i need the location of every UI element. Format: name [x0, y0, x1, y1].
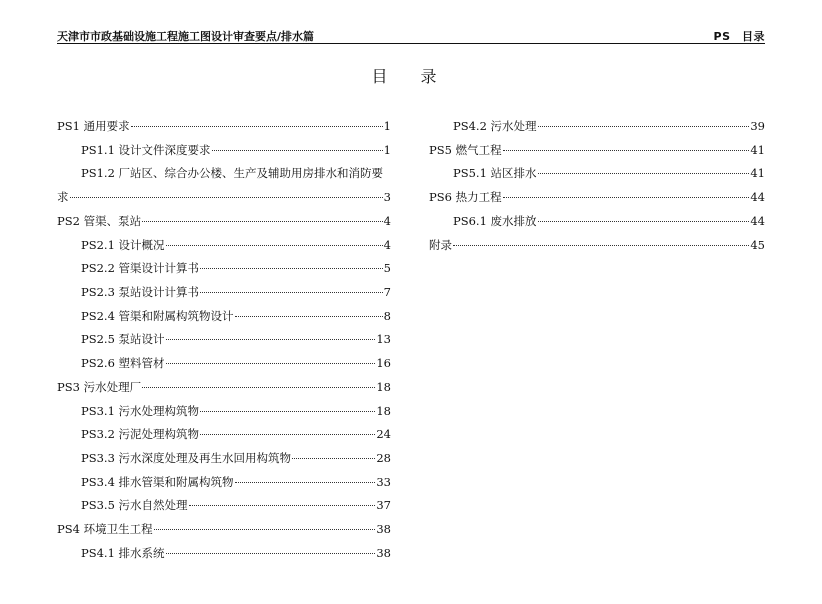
toc-entry[interactable]: PS4.1 排水系统 38	[81, 546, 391, 560]
toc-entry[interactable]: PS1.1 设计文件深度要求 1	[81, 143, 391, 157]
toc-leader-dots	[166, 244, 383, 246]
toc-entry[interactable]: PS2 管渠、泵站 4	[57, 214, 391, 228]
toc-leader-dots	[538, 172, 750, 174]
toc-entry[interactable]: PS4.2 污水处理 39	[453, 119, 765, 133]
toc-entry[interactable]: PS3.2 污泥处理构筑物 24	[81, 427, 391, 441]
toc-page-number: 33	[376, 475, 391, 489]
toc-leader-dots	[212, 149, 383, 151]
toc-page-number: 41	[750, 143, 765, 157]
header-document-title: 天津市市政基础设施工程施工图设计审查要点/排水篇	[57, 30, 315, 43]
toc-page-number: 37	[376, 498, 391, 512]
toc-page-number: 8	[383, 309, 391, 323]
toc-leader-dots	[538, 220, 750, 222]
toc-entry[interactable]: PS2.4 管渠和附属构筑物设计 8	[81, 309, 391, 323]
toc-page-number: 1	[383, 119, 391, 133]
toc-page-number: 16	[376, 356, 391, 370]
running-header	[57, 27, 765, 44]
toc-entry[interactable]: PS2.1 设计概况 4	[81, 238, 391, 252]
page-title: 目 录	[371, 67, 451, 86]
toc-page-number: 44	[750, 214, 765, 228]
toc-leader-dots	[166, 552, 376, 554]
toc-leader-dots	[189, 504, 376, 506]
toc-entry[interactable]: PS5.1 站区排水 41	[453, 166, 765, 180]
toc-leader-dots	[235, 315, 383, 317]
toc-entry[interactable]: PS3.3 污水深度处理及再生水回用构筑物 28	[81, 451, 391, 465]
toc-page-number: 38	[376, 546, 391, 560]
toc-page-number: 18	[376, 404, 391, 418]
toc-page-number: 13	[376, 332, 391, 346]
toc-entry[interactable]: PS2.5 泵站设计 13	[81, 332, 391, 346]
toc-entry-wrapped-line[interactable]: PS1.2 厂站区、综合办公楼、生产及辅助用房排水和消防要	[81, 166, 384, 180]
toc-leader-dots	[200, 433, 375, 435]
toc-page-number: 4	[383, 214, 391, 228]
toc-entry[interactable]: PS3 污水处理厂 18	[57, 380, 391, 394]
toc-entry[interactable]: PS6 热力工程 44	[429, 190, 765, 204]
toc-leader-dots	[200, 410, 375, 412]
toc-entry[interactable]: PS3.4 排水管渠和附属构筑物 33	[81, 475, 391, 489]
toc-entry[interactable]: PS1 通用要求 1	[57, 119, 391, 133]
toc-leader-dots	[538, 125, 750, 127]
toc-leader-dots	[70, 196, 383, 198]
toc-entry[interactable]: PS5 燃气工程 41	[429, 143, 765, 157]
toc-leader-dots	[200, 291, 383, 293]
toc-page-number: 39	[750, 119, 765, 133]
toc-page-number: 1	[383, 143, 391, 157]
toc-page-number: 7	[383, 285, 391, 299]
toc-entry[interactable]: PS3.5 污水自然处理 37	[81, 498, 391, 512]
toc-page-number: 24	[376, 427, 391, 441]
toc-leader-dots	[200, 267, 383, 269]
toc-leader-dots	[235, 481, 376, 483]
toc-leader-dots	[166, 338, 376, 340]
toc-leader-dots	[142, 386, 375, 388]
toc-page-number: 41	[750, 166, 765, 180]
toc-page-number: 45	[750, 238, 765, 252]
toc-entry[interactable]: PS2.6 塑料管材 16	[81, 356, 391, 370]
toc-leader-dots	[453, 244, 749, 246]
toc-page-number: 18	[376, 380, 391, 394]
toc-leader-dots	[292, 457, 375, 459]
toc-entry[interactable]: PS2.2 管渠设计计算书 5	[81, 261, 391, 275]
toc-entry[interactable]: 附录 45	[429, 238, 765, 252]
toc-entry[interactable]: PS2.3 泵站设计计算书 7	[81, 285, 391, 299]
toc-page-number: 5	[383, 261, 391, 275]
toc-leader-dots	[142, 220, 383, 222]
toc-page-number: 28	[376, 451, 391, 465]
toc-entry[interactable]: PS6.1 废水排放 44	[453, 214, 765, 228]
toc-leader-dots	[166, 362, 376, 364]
toc-leader-dots	[503, 196, 750, 198]
toc-entry[interactable]: PS3.1 污水处理构筑物 18	[81, 404, 391, 418]
toc-page-number: 44	[750, 190, 765, 204]
toc-page-number: 38	[376, 522, 391, 536]
toc-page-number: 4	[383, 238, 391, 252]
toc-entry[interactable]: 求 3	[57, 190, 391, 204]
toc-page-number: 3	[383, 190, 391, 204]
toc-leader-dots	[503, 149, 750, 151]
toc-leader-dots	[131, 125, 383, 127]
toc-entry[interactable]: PS4 环境卫生工程 38	[57, 522, 391, 536]
header-section-label: PS 目录	[713, 30, 765, 43]
toc-leader-dots	[154, 528, 376, 530]
